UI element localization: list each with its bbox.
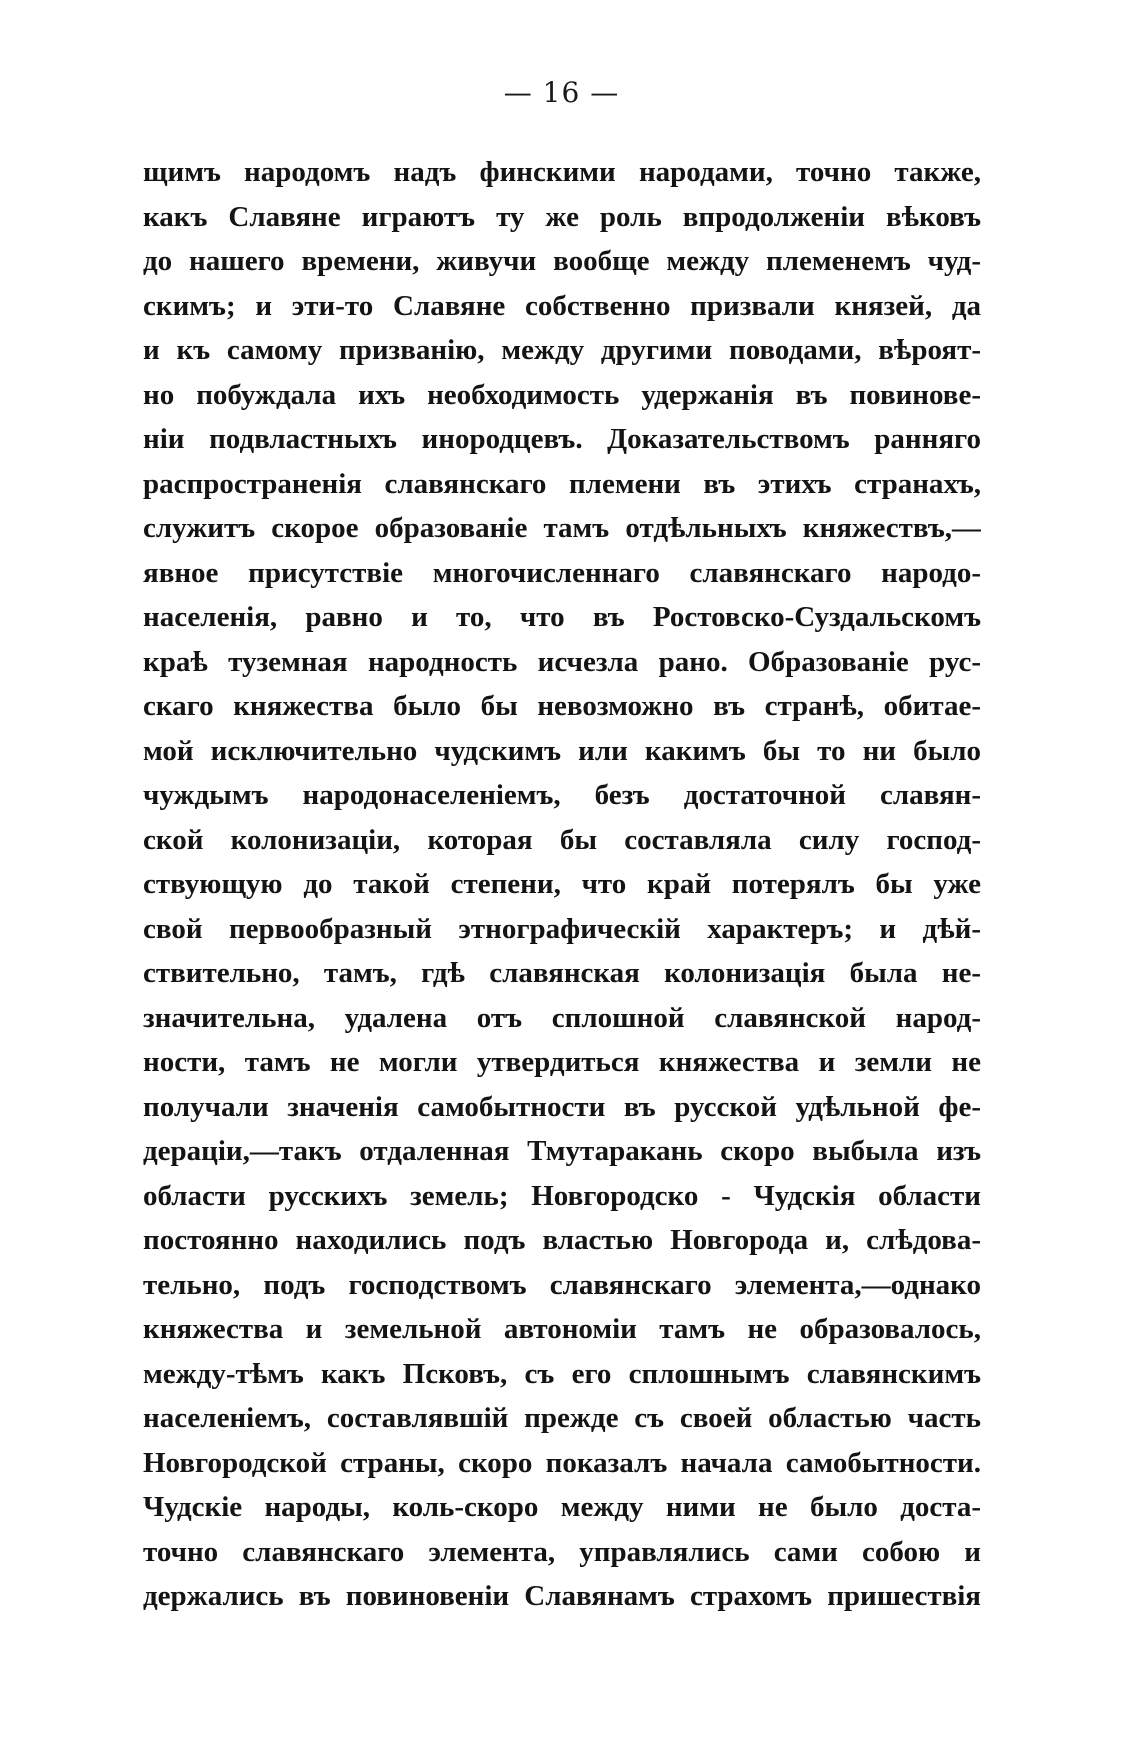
text-line: населенія, равно и то, что въ Ростовско-Суздальскомъ — [143, 601, 981, 633]
text-line: мой исключительно чудскимъ или какимъ бы то ни было — [143, 734, 981, 767]
text-line: ніи подвластныхъ инородцевъ. Доказательствомъ ранняго — [143, 423, 981, 455]
text-line: краѣ туземная народность исчезла рано. Образованіе рус- — [143, 645, 981, 678]
text-line: значительна, удалена отъ сплошной славянской народ- — [143, 1001, 981, 1034]
text-line: явное присутствіе многочисленнаго славянскаго народо- — [143, 556, 981, 589]
text-line: княжества и земельной автономіи тамъ не образовалось, — [143, 1313, 981, 1345]
text-line: точно славянскаго элемента, управлялись сами собою и — [143, 1535, 981, 1568]
text-line: дераціи,—такъ отдаленная Тмутаракань скоро выбыла изъ — [143, 1135, 981, 1167]
text-line: свой первообразный этнографическій характеръ; и дѣй- — [143, 912, 981, 945]
text-line: населеніемъ, составлявшій прежде съ своей областью часть — [143, 1402, 981, 1434]
text-line: скаго княжества было бы невозможно въ странѣ, обитае- — [143, 690, 981, 722]
text-line: между-тѣмъ какъ Псковъ, съ его сплошнымъ славянскимъ — [143, 1357, 981, 1390]
text-line: и къ самому призванію, между другими поводами, вѣроят- — [143, 334, 981, 366]
page-number: — 16 — — [503, 76, 620, 109]
text-line: до нашего времени, живучи вообще между племенемъ чуд- — [143, 245, 981, 277]
text-line: щимъ народомъ надъ финскими народами, точно также, — [143, 156, 981, 188]
text-line: чуждымъ народонаселеніемъ, безъ достаточной славян- — [143, 779, 981, 811]
text-line: держались въ повиновеніи Славянамъ страхомъ пришествія — [143, 1580, 981, 1612]
text-line: Новгородской страны, скоро показалъ начала самобытности. — [143, 1446, 981, 1479]
text-line: но побуждала ихъ необходимость удержанія въ повинове- — [143, 378, 981, 411]
text-line: какъ Славяне играютъ ту же роль впродолженіи вѣковъ — [143, 200, 981, 233]
text-line: получали значенія самобытности въ русской удѣльной фе- — [143, 1090, 981, 1123]
text-line: ствительно, тамъ, гдѣ славянская колонизація была не- — [143, 957, 981, 989]
text-line: тельно, подъ господствомъ славянскаго элемента,—однако — [143, 1268, 981, 1301]
text-line: скимъ; и эти-то Славяне собственно призвали князей, да — [143, 289, 981, 322]
text-line: ствующую до такой степени, что край потерялъ бы уже — [143, 868, 981, 900]
text-line: Чудскіе народы, коль-скоро между ними не было доста- — [143, 1491, 981, 1523]
text-line: области русскихъ земель; Новгородско - Чудскія области — [143, 1179, 981, 1212]
text-line: постоянно находились подъ властью Новгорода и, слѣдова- — [143, 1224, 981, 1256]
text-line: распространенія славянскаго племени въ этихъ странахъ, — [143, 467, 981, 500]
text-line: служитъ скорое образованіе тамъ отдѣльныхъ княжествъ,— — [143, 512, 981, 544]
text-line: ности, тамъ не могли утвердиться княжества и земли не — [143, 1046, 981, 1078]
text-line: ской колонизаціи, которая бы составляла силу господ- — [143, 823, 981, 856]
body-text — [143, 150, 981, 1619]
